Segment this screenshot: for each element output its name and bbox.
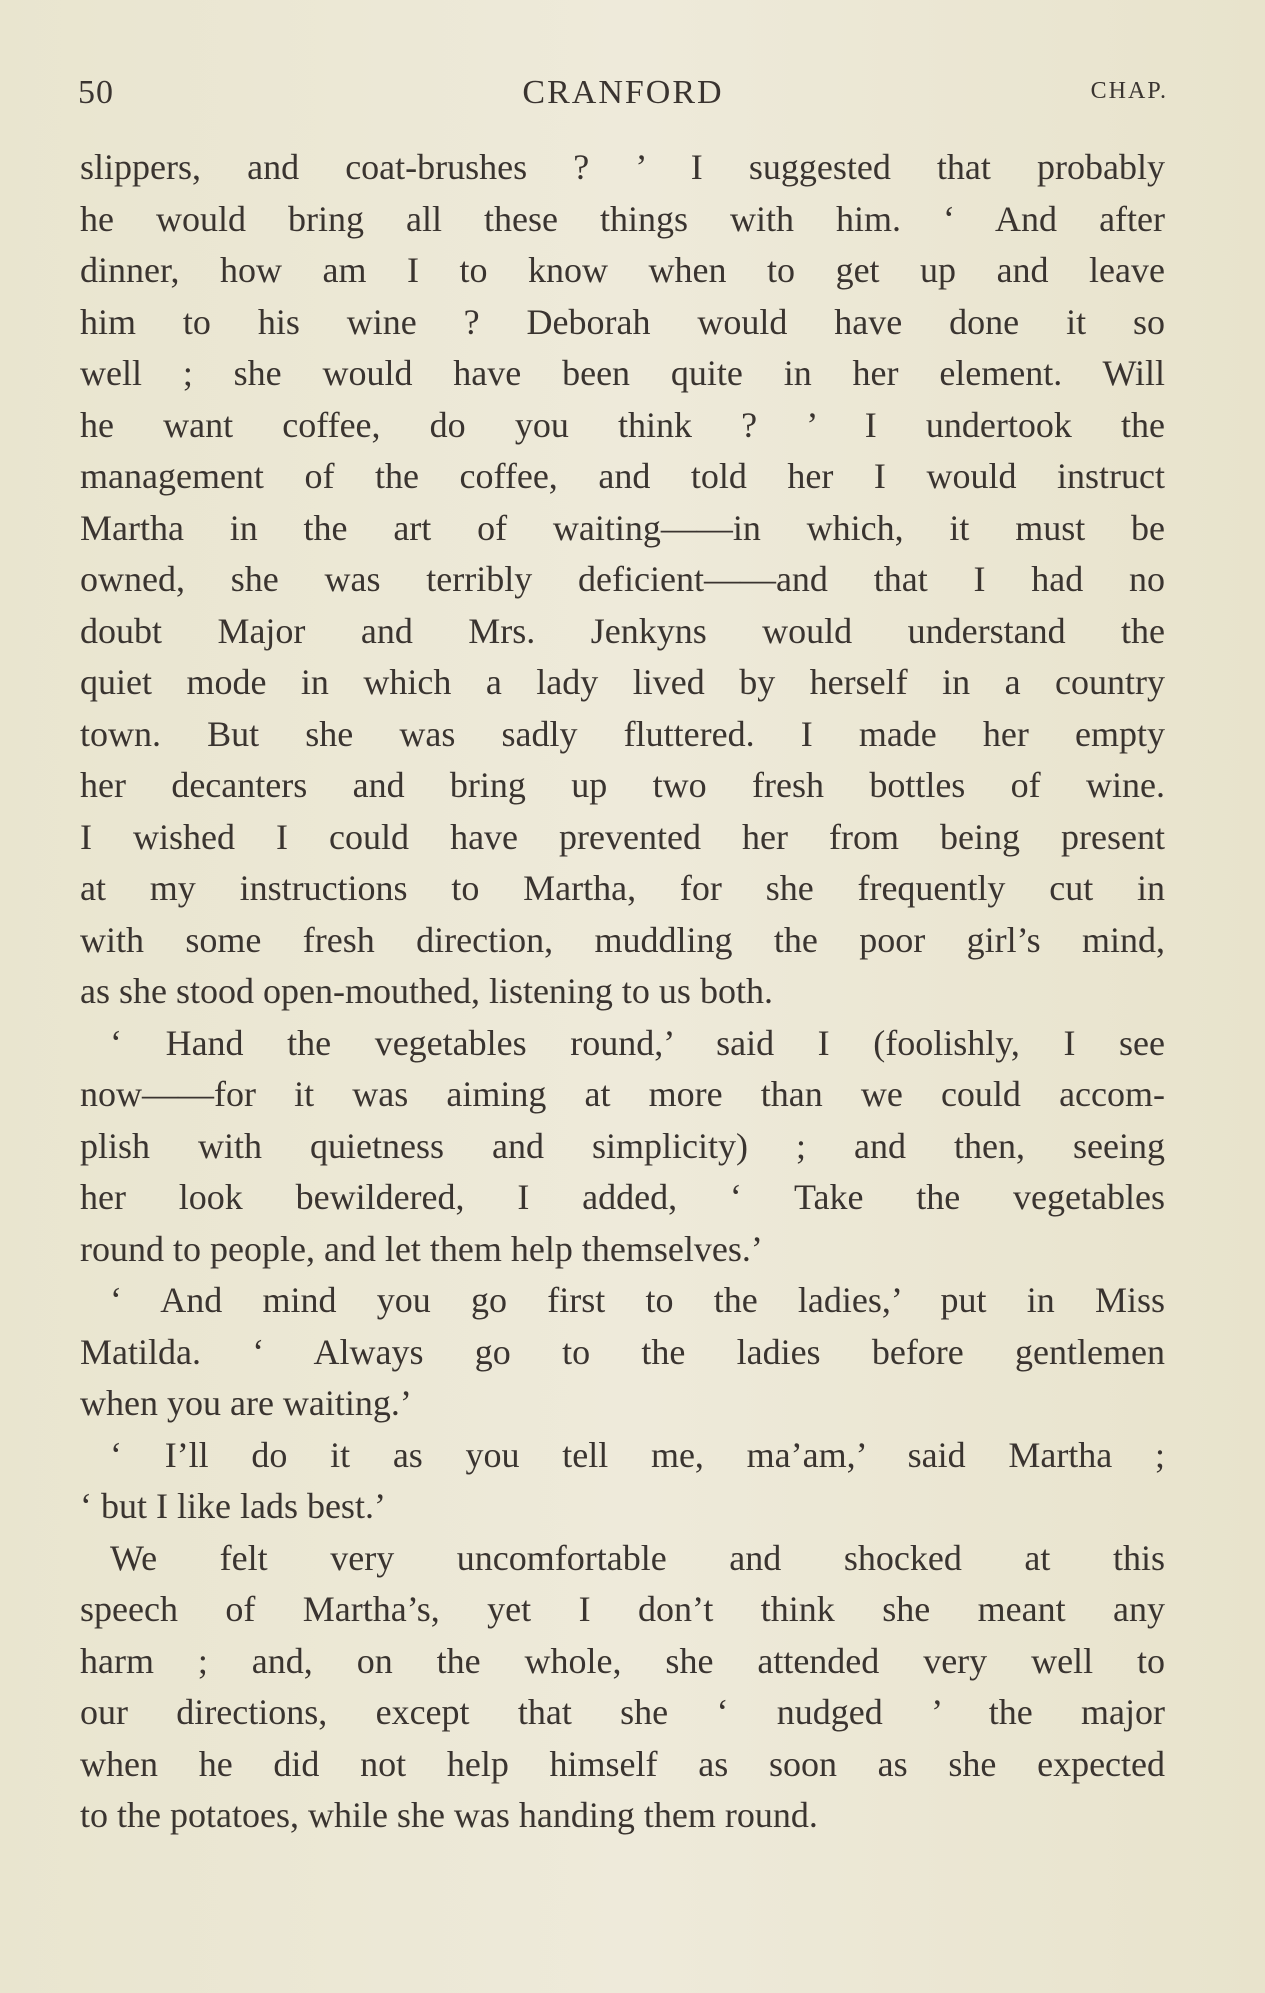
text-line: I wished I could have prevented her from being present (80, 816, 1165, 857)
text-line: him to his wine ? Deborah would have done it so (80, 301, 1165, 342)
text-line: management of the coffee, and told her I would instruct (80, 456, 1165, 496)
text-line: harm ; and, on the whole, she attended very well to (80, 1640, 1165, 1681)
text-line: her decanters and bring up two fresh bottles of wine. (80, 765, 1165, 805)
text-line: ‘ I’ll do it as you tell me, ma’am,’ said Martha ; (110, 1434, 1165, 1475)
text-line: We felt very uncomfortable and shocked at this (110, 1537, 1165, 1578)
text-line: slippers, and coat-brushes ? ’ I suggested that probably (80, 147, 1165, 187)
running-title: CRANFORD (522, 74, 724, 111)
text-line: as she stood open-mouthed, listening to us both. (80, 971, 773, 1011)
body-text (80, 142, 1165, 1842)
text-line: to the potatoes, while she was handing them round. (80, 1795, 818, 1835)
text-line: plish with quietness and simplicity) ; and then, seeing (80, 1125, 1165, 1166)
text-line: owned, she was terribly deficient——and that I had no (80, 559, 1165, 599)
text-line: doubt Major and Mrs. Jenkyns would understand the (80, 610, 1165, 651)
text-line: ‘ but I like lads best.’ (80, 1486, 386, 1526)
page-number: 50 (78, 74, 114, 111)
text-line: ‘ Hand the vegetables round,’ said I (foolishly, I see (110, 1022, 1165, 1063)
text-line: quiet mode in which a lady lived by herself in a country (80, 662, 1165, 702)
text-line: well ; she would have been quite in her element. Will (80, 353, 1165, 393)
text-line: ‘ And mind you go first to the ladies,’ put in Miss (110, 1280, 1165, 1320)
text-line: with some fresh direction, muddling the poor girl’s mind, (80, 919, 1165, 960)
text-line: our directions, except that she ‘ nudged ’ the major (80, 1692, 1165, 1732)
text-line: town. But she was sadly fluttered. I made her empty (80, 713, 1165, 754)
text-line: her look bewildered, I added, ‘ Take the vegetables (80, 1177, 1165, 1217)
text-line: when he did not help himself as soon as she expected (80, 1743, 1165, 1784)
chapter-marker: CHAP. (1090, 78, 1168, 104)
text-line: dinner, how am I to know when to get up and leave (80, 250, 1165, 290)
text-line: Matilda. ‘ Always go to the ladies before gentlemen (80, 1331, 1165, 1372)
text-line: at my instructions to Martha, for she frequently cut in (80, 868, 1165, 908)
text-line: Martha in the art of waiting——in which, it must be (80, 507, 1165, 548)
text-line: speech of Martha’s, yet I don’t think she meant any (80, 1589, 1165, 1629)
text-line: when you are waiting.’ (80, 1383, 412, 1423)
text-line: round to people, and let them help themselves.’ (80, 1228, 763, 1269)
page-header (78, 74, 1168, 124)
text-line: he would bring all these things with him. ‘ And after (80, 198, 1165, 239)
text-line: now——for it was aiming at more than we could accom- (80, 1074, 1165, 1114)
text-line: he want coffee, do you think ? ’ I undertook the (80, 404, 1165, 445)
